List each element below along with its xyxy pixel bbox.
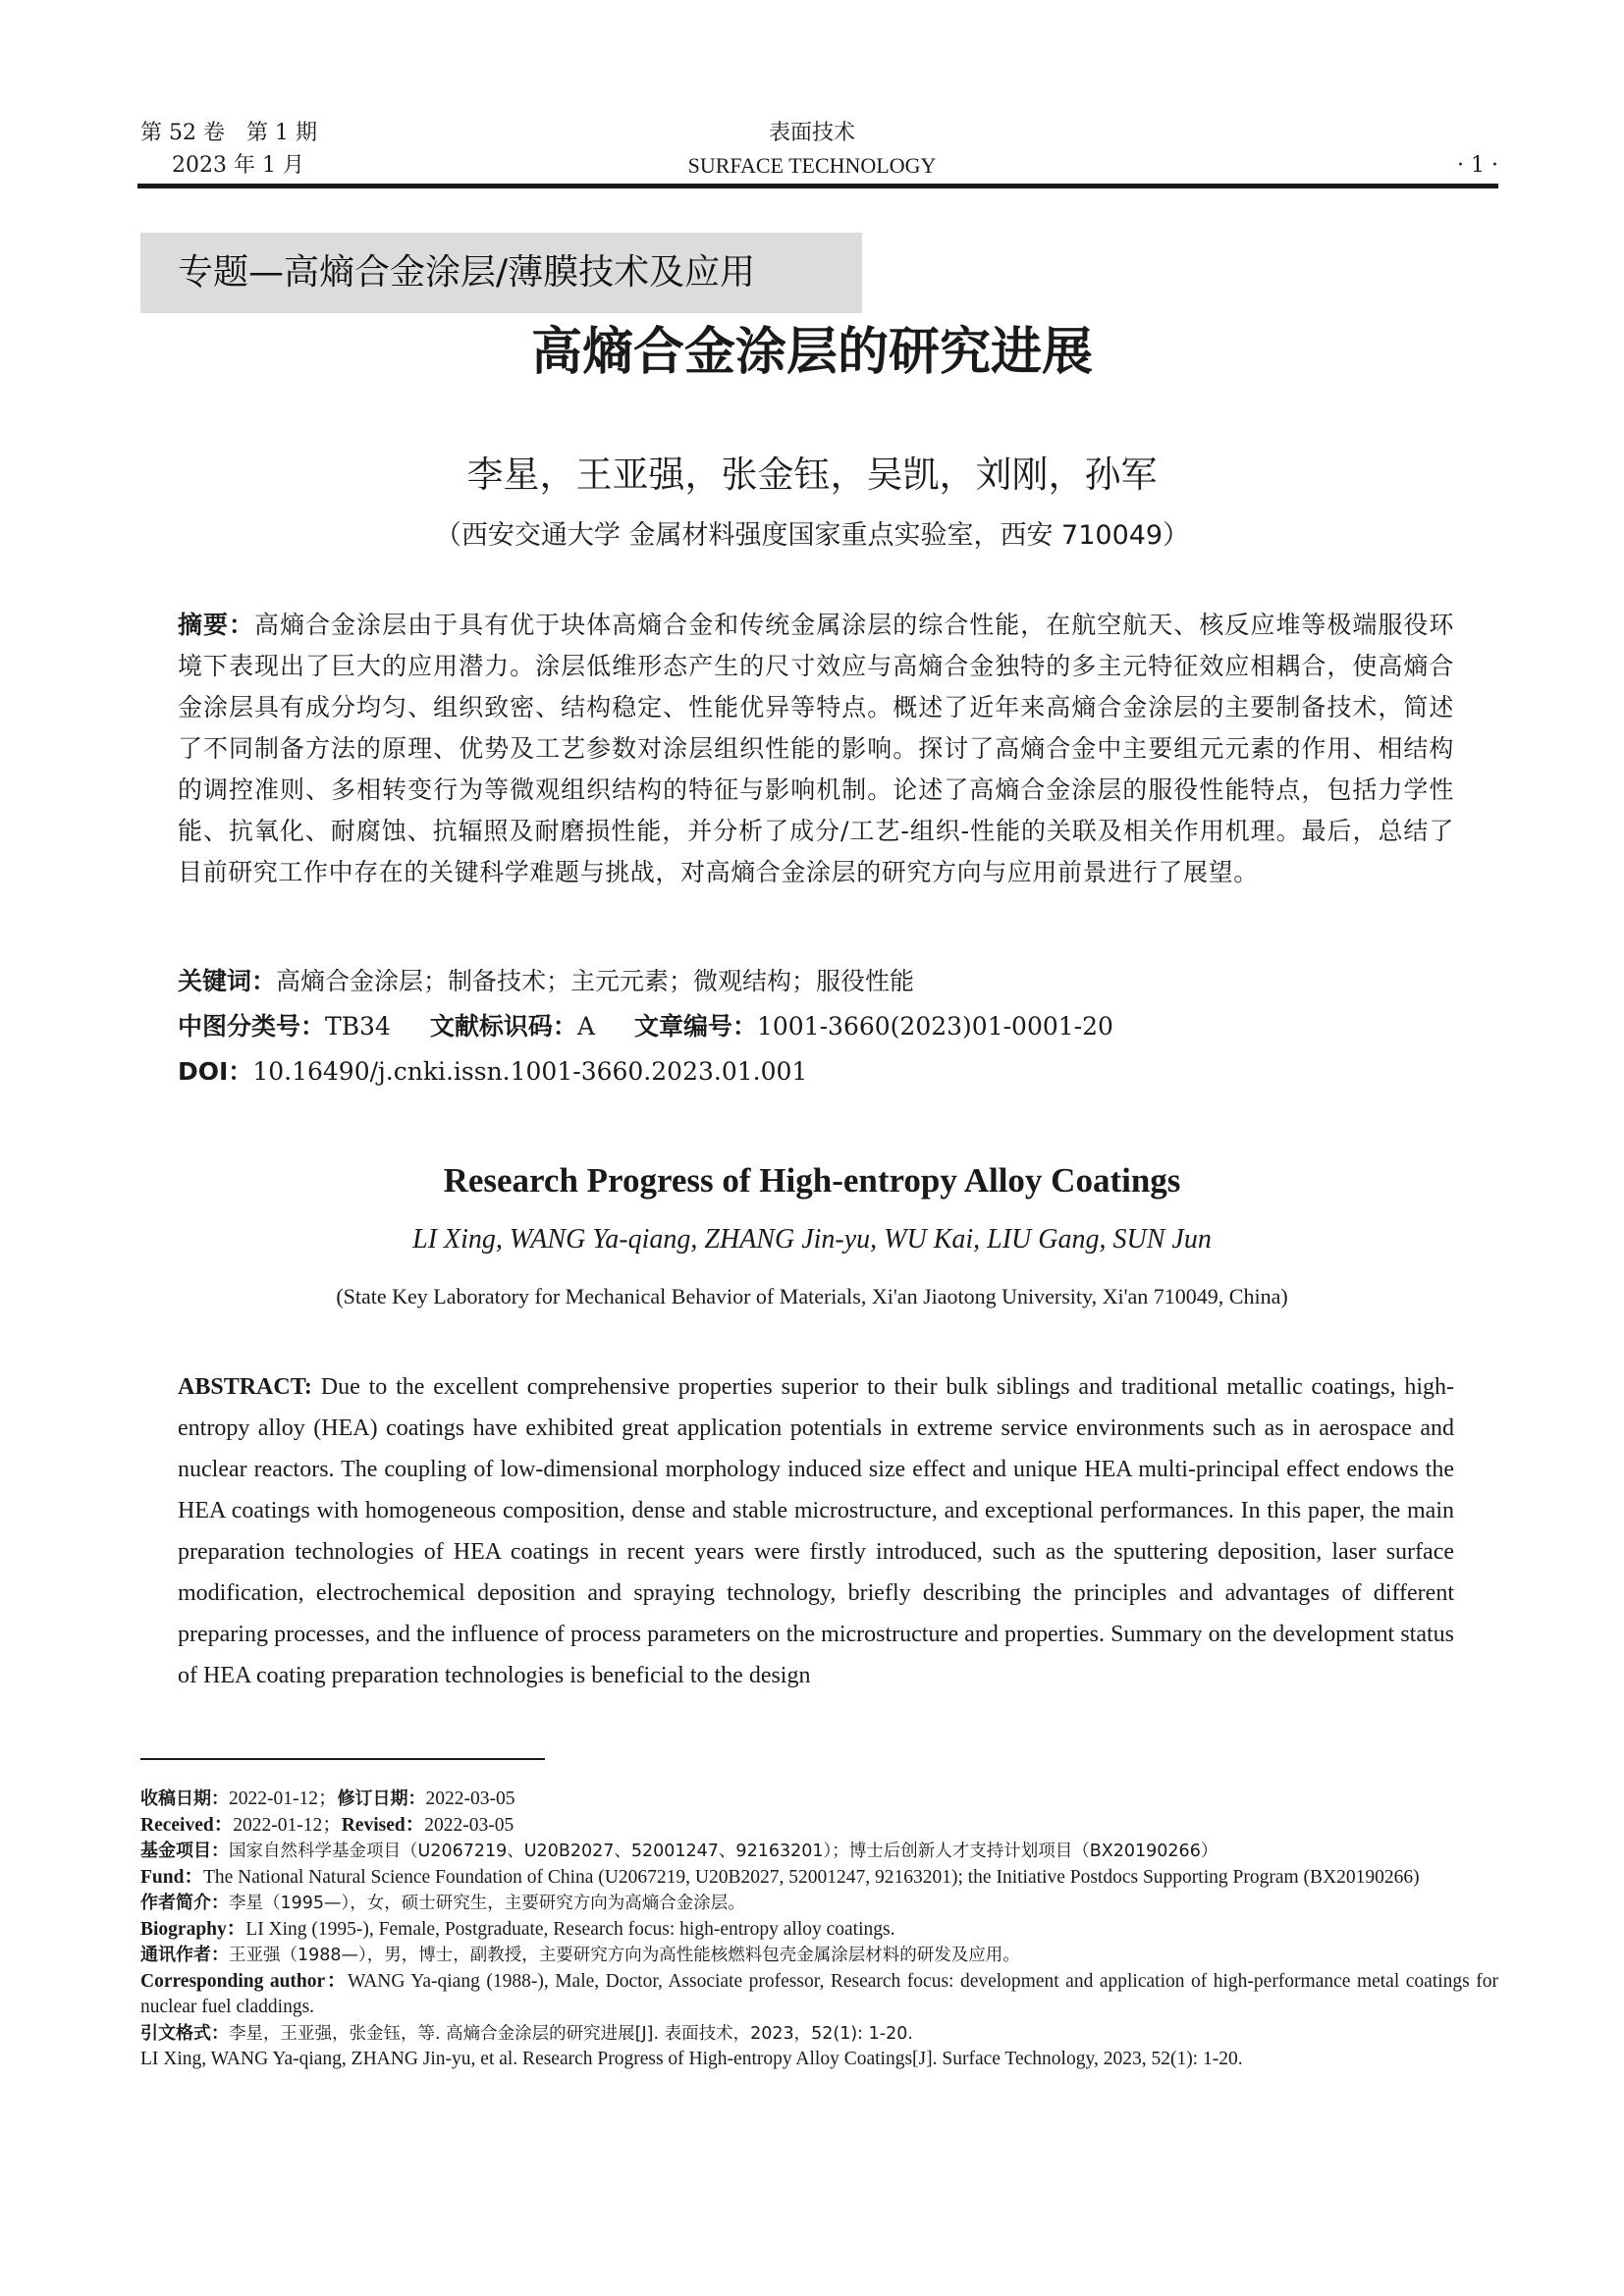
journal-name-en: SURFACE TECHNOLOGY	[687, 153, 937, 178]
doi-value[interactable]: 10.16490/j.cnki.issn.1001-3660.2023.01.001	[252, 1057, 808, 1086]
title-cn: 高熵合金涂层的研究进展	[530, 323, 1093, 382]
classification-line	[178, 1009, 1454, 1044]
abstract-cn	[178, 605, 1454, 893]
footnotes	[140, 1787, 1498, 2073]
title-en: Research Progress of High-entropy Alloy Coatings	[443, 1161, 1181, 1200]
issue-date: 2023 年 1 月	[172, 153, 304, 178]
doc-code-label: 文献标识码：	[429, 1012, 577, 1041]
doi-label: DOI：	[178, 1057, 253, 1086]
authors-en: LI Xing, WANG Ya-qiang, ZHANG Jin-yu, WU Kai, LIU Gang, SUN Jun	[412, 1224, 1212, 1255]
abstract-en	[178, 1366, 1454, 1696]
topic-band: 专题—高熵合金涂层/薄膜技术及应用	[140, 233, 862, 313]
received-cn: 收稿日期：2022-01-12；修订日期：2022-03-05	[140, 1789, 515, 1809]
journal-name-cn: 表面技术	[768, 121, 855, 145]
keywords-cn-text: 高熵合金涂层；制备技术；主元元素；微观结构；服役性能	[276, 967, 915, 995]
header-rule	[137, 184, 1498, 188]
citation-cn: 引文格式：李星，王亚强，张金钰，等. 高熵合金涂层的研究进展[J]. 表面技术，2023，52(1): 1-20.	[140, 2022, 913, 2044]
keywords-cn	[178, 964, 1454, 999]
corresponding-cn: 通讯作者：王亚强（1988—），男，博士，副教授，主要研究方向为高性能核燃料包壳金属涂层材料的研发及应用。	[140, 1945, 1020, 1965]
volume-issue: 第 52 卷 第 1 期	[140, 121, 317, 145]
article-no-label: 文章编号：	[633, 1012, 757, 1041]
clc-value: TB34	[325, 1012, 391, 1041]
page-number: · 1 ·	[1457, 153, 1498, 178]
authors-cn: 李星，王亚强，张金钰，吴凯，刘刚，孙军	[466, 454, 1158, 496]
abstract-cn-text: 高熵合金涂层由于具有优于块体高熵合金和传统金属涂层的综合性能，在航空航天、核反应堆等极端服役环境下表现出了巨大的应用潜力。涂层低维形态产生的尺寸效应与高熵合金独特的多主元特征效应相耦合，使高熵合金涂层具有成分均匀、组织致密、结构稳定、性能优异等特点。概述了近年来高熵合金涂层的主要制备技术，简述了不同制备方法的原理、优势及工艺参数对涂层组织性能的影响。探讨了高熵合金中主要组元元素的作用、相结构的调控准则、多相转变行为等微观组织结构的特征与影响机制。论述了高熵合金涂层的服役性能特点，包括力学性能、抗氧化、耐腐蚀、抗辐照及耐磨损性能，并分析了成分/工艺-组织-性能的关联及相关作用机理。最后，总结了目前研究工作中存在的关键科学难题与挑战，对高熵合金涂层的研究方向与应用前景进行了展望。	[178, 611, 1454, 886]
abstract-en-label: ABSTRACT:	[178, 1374, 312, 1400]
abstract-en-text: Due to the excellent comprehensive properties superior to their bulk siblings and traditional metallic coatings, high-entropy alloy (HEA) coatings have exhibited great application potentials in extreme service environments such as in aerospace and nuclear reactors. The coupling of low-dimensional morphology induced size effect and unique HEA multi-principal effect endows the HEA coatings with homogeneous composition, dense and stable microstructure, and exceptional performances. In this paper, the main preparation technologies of HEA coatings in recent years were firstly introduced, such as the sputtering deposition, laser surface modification, electrochemical deposition and spraying technology, briefly describing the principles and advantages of different preparing processes, and the influence of process parameters on the microstructure and properties. Summary on the development status of HEA coating preparation technologies is beneficial to the design	[178, 1374, 1455, 1688]
abstract-cn-label: 摘要：	[178, 611, 255, 639]
doi-line	[178, 1054, 1454, 1090]
affiliation-en: (State Key Laboratory for Mechanical Behavior of Materials, Xi'an Jiaotong University, Xi'an 710049, China)	[336, 1284, 1288, 1308]
doc-code-value: A	[576, 1012, 595, 1041]
biography-cn: 作者简介：李星（1995—），女，硕士研究生，主要研究方向为高熵合金涂层。	[140, 1893, 745, 1913]
received-en: Received：2022-01-12；Revised：2022-03-05	[140, 1814, 514, 1836]
affiliation-cn: （西安交通大学 金属材料强度国家重点实验室，西安 710049）	[434, 520, 1190, 551]
fund-en: Fund：The National Natural Science Foundation of China (U2067219, U20B2027, 52001247, 92163201); the Initiative Postdocs Supporting Program (BX20190266)	[140, 1866, 1420, 1888]
biography-en: Biography：LI Xing (1995-), Female, Postgraduate, Research focus: high-entropy alloy coatings.	[140, 1918, 895, 1940]
keywords-cn-label: 关键词：	[178, 967, 277, 995]
corresponding-en: Corresponding author：WANG Ya-qiang (1988-), Male, Doctor, Associate professor, Research focus: development and application of high-performance metal coatings for nuclear fuel claddings.	[140, 1970, 1498, 2017]
citation-en: LI Xing, WANG Ya-qiang, ZHANG Jin-yu, et al. Research Progress of High-entropy Alloy Coatings[J]. Surface Technology, 2023, 52(1): 1-20.	[140, 2049, 1243, 2069]
footnote-rule	[140, 1758, 545, 1760]
clc-label: 中图分类号：	[178, 1012, 326, 1041]
article-no-value: 1001-3660(2023)01-0001-20	[756, 1012, 1113, 1041]
fund-cn: 基金项目：国家自然科学基金项目（U2067219、U20B2027、52001247、92163201）；博士后创新人才支持计划项目（BX20190266）	[140, 1841, 1218, 1861]
